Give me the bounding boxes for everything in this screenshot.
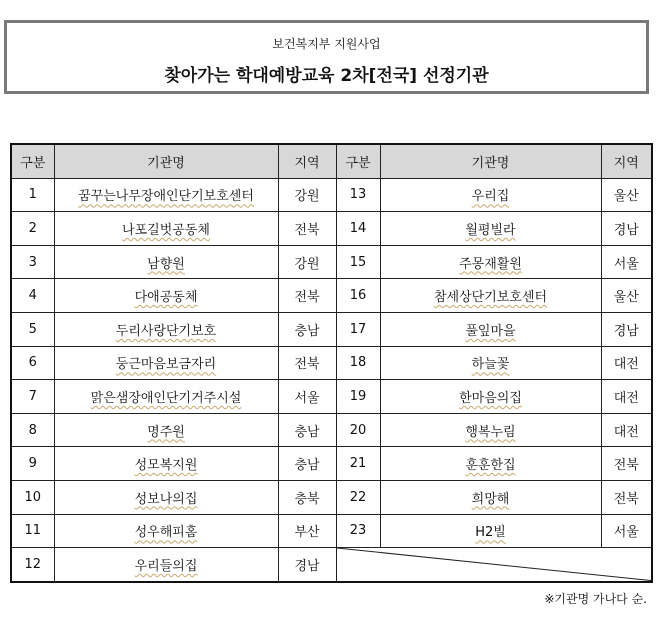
org-name-text: 성우해피홈: [134, 525, 198, 541]
region-left: [278, 480, 336, 514]
diagonal-line: [337, 548, 652, 581]
region-left: [278, 514, 336, 548]
row-number-left: [11, 312, 54, 346]
org-name-text: 둥근마음보금자리: [115, 357, 217, 373]
org-name-right: [380, 245, 601, 279]
header-region-right: 지역: [601, 144, 652, 178]
header-name-right: 기관명: [380, 144, 601, 178]
row-number-text: 20: [349, 422, 367, 438]
row-number-left: [11, 548, 54, 582]
region-text: 강원: [294, 256, 320, 272]
org-name-left: [54, 413, 278, 447]
org-name-left: [54, 279, 278, 313]
org-name-text: 우리들의집: [134, 558, 198, 574]
row-number-text: 9: [28, 456, 37, 472]
region-right: [601, 178, 652, 212]
region-text: 서울: [294, 390, 320, 406]
row-number-text: 23: [349, 523, 367, 539]
org-name-left: [54, 312, 278, 346]
region-text: 대전: [613, 357, 639, 373]
row-number-left: [11, 413, 54, 447]
org-name-right: [380, 480, 601, 514]
region-right: [601, 312, 652, 346]
region-right: [601, 245, 652, 279]
org-name-right: [380, 178, 601, 212]
org-name-left: [54, 346, 278, 380]
org-name-text: 행복누림: [465, 424, 516, 440]
table-row: [11, 346, 652, 380]
row-number-text: 12: [24, 556, 42, 572]
region-text: 경남: [613, 323, 639, 339]
org-name-text: 참세상단기보호센터: [433, 290, 548, 306]
organization-table: [10, 143, 653, 583]
region-text: 울산: [613, 189, 639, 205]
org-name-right: [380, 346, 601, 380]
region-text: 전북: [613, 458, 639, 474]
page-title: 찾아가는 학대예방교육 2차[전국] 선정기관: [164, 66, 489, 86]
org-name-text: 훈훈한집: [465, 458, 516, 474]
org-name-left: [54, 245, 278, 279]
row-number-left: [11, 380, 54, 414]
table-row: [11, 178, 652, 212]
row-number-text: 2: [28, 220, 37, 236]
region-text: 대전: [613, 390, 639, 406]
row-number-text: 21: [349, 456, 367, 472]
region-text: 충남: [294, 424, 320, 440]
region-text: 충남: [294, 323, 320, 339]
row-number-text: 5: [28, 321, 37, 337]
org-name-left: [54, 447, 278, 481]
header-no-right: 구분: [336, 144, 380, 178]
region-left: [278, 245, 336, 279]
row-number-text: 14: [349, 220, 367, 236]
org-name-text: 희망해: [471, 491, 510, 507]
row-number-right: [336, 245, 380, 279]
row-number-text: 17: [349, 321, 367, 337]
row-number-right: [336, 312, 380, 346]
region-right: [601, 346, 652, 380]
header-region-left: 지역: [278, 144, 336, 178]
row-number-text: 11: [24, 523, 42, 539]
org-name-left: [54, 380, 278, 414]
org-name-text: H2빌: [475, 525, 506, 541]
table-row: [11, 548, 652, 582]
table-row: [11, 380, 652, 414]
org-name-right: [380, 212, 601, 246]
region-right: [601, 514, 652, 548]
org-name-right: [380, 447, 601, 481]
row-number-left: [11, 447, 54, 481]
org-name-left: [54, 480, 278, 514]
row-number-text: 13: [349, 187, 367, 203]
org-name-text: 주몽재활원: [459, 256, 522, 272]
table-row: [11, 447, 652, 481]
org-name-text: 다애공동체: [134, 290, 198, 306]
region-right: [601, 413, 652, 447]
region-right: [601, 380, 652, 414]
org-name-text: 성보나의집: [134, 491, 198, 507]
table-header-row: [11, 144, 652, 178]
org-name-text: 우리집: [471, 189, 510, 205]
row-number-left: [11, 480, 54, 514]
org-name-text: 나포길벗공동체: [122, 222, 210, 238]
region-left: [278, 178, 336, 212]
region-left: [278, 447, 336, 481]
org-name-left: [54, 548, 278, 582]
table-row: [11, 212, 652, 246]
org-name-right: [380, 514, 601, 548]
region-right: [601, 480, 652, 514]
row-number-text: 15: [349, 254, 367, 270]
row-number-right: [336, 212, 380, 246]
row-number-text: 19: [349, 388, 367, 404]
region-right: [601, 447, 652, 481]
header-no-left: 구분: [11, 144, 54, 178]
row-number-text: 7: [28, 388, 37, 404]
row-number-right: [336, 514, 380, 548]
row-number-text: 22: [349, 489, 367, 505]
region-text: 울산: [613, 290, 639, 306]
row-number-right: [336, 178, 380, 212]
region-left: [278, 279, 336, 313]
region-text: 부산: [294, 525, 320, 541]
region-left: [278, 312, 336, 346]
region-right: [601, 212, 652, 246]
region-left: [278, 548, 336, 582]
org-name-left: [54, 178, 278, 212]
table-row: [11, 413, 652, 447]
org-name-right: [380, 279, 601, 313]
table-row: [11, 245, 652, 279]
region-left: [278, 346, 336, 380]
region-text: 전북: [294, 222, 320, 238]
region-text: 서울: [613, 256, 639, 272]
region-right: [601, 279, 652, 313]
region-text: 충북: [294, 491, 320, 507]
table-row: [11, 514, 652, 548]
org-name-text: 꿈꾸는나무장애인단기보호센터: [78, 189, 254, 205]
org-name-text: 두리사랑단기보호: [115, 323, 217, 339]
org-name-right: [380, 312, 601, 346]
row-number-left: [11, 212, 54, 246]
row-number-text: 8: [28, 422, 37, 438]
region-left: [278, 212, 336, 246]
org-name-left: [54, 212, 278, 246]
empty-diagonal-cell: [336, 548, 652, 582]
org-name-text: 한마음의집: [459, 390, 522, 406]
row-number-left: [11, 346, 54, 380]
region-text: 전북: [613, 491, 639, 507]
region-text: 충남: [294, 458, 320, 474]
row-number-text: 10: [24, 489, 42, 505]
region-left: [278, 413, 336, 447]
org-name-text: 성모복지원: [134, 458, 198, 474]
row-number-right: [336, 279, 380, 313]
region-text: 전북: [294, 290, 320, 306]
subtitle: 보건복지부 지원사업: [272, 37, 381, 51]
row-number-text: 4: [28, 288, 37, 304]
org-name-text: 하늘꽃: [471, 357, 510, 373]
row-number-text: 18: [349, 355, 367, 371]
org-name-text: 풀잎마을: [465, 323, 516, 339]
region-text: 서울: [613, 525, 639, 541]
row-number-right: [336, 413, 380, 447]
org-name-text: 맑은샘장애인단기거주시설: [90, 390, 242, 406]
org-name-text: 월평빌라: [465, 222, 516, 238]
org-name-right: [380, 413, 601, 447]
row-number-left: [11, 178, 54, 212]
sort-note: ※기관명 가나다 순.: [544, 592, 647, 606]
row-number-left: [11, 245, 54, 279]
table-row: [11, 480, 652, 514]
region-text: 전북: [294, 357, 320, 373]
org-name-text: 명주원: [147, 424, 185, 440]
table-row: [11, 279, 652, 313]
org-name-text: 남향원: [147, 256, 185, 272]
row-number-right: [336, 346, 380, 380]
row-number-text: 3: [28, 254, 37, 270]
row-number-right: [336, 447, 380, 481]
row-number-text: 6: [28, 355, 37, 371]
row-number-text: 1: [28, 187, 37, 203]
row-number-right: [336, 480, 380, 514]
row-number-left: [11, 514, 54, 548]
row-number-left: [11, 279, 54, 313]
header-name-left: 기관명: [54, 144, 278, 178]
row-number-text: 16: [349, 288, 367, 304]
region-left: [278, 380, 336, 414]
table-row: [11, 312, 652, 346]
region-text: 경남: [613, 222, 639, 238]
region-text: 경남: [294, 558, 320, 574]
row-number-right: [336, 380, 380, 414]
org-name-right: [380, 380, 601, 414]
region-text: 대전: [613, 424, 639, 440]
region-text: 강원: [294, 189, 320, 205]
title-box: [4, 20, 649, 94]
org-name-left: [54, 514, 278, 548]
